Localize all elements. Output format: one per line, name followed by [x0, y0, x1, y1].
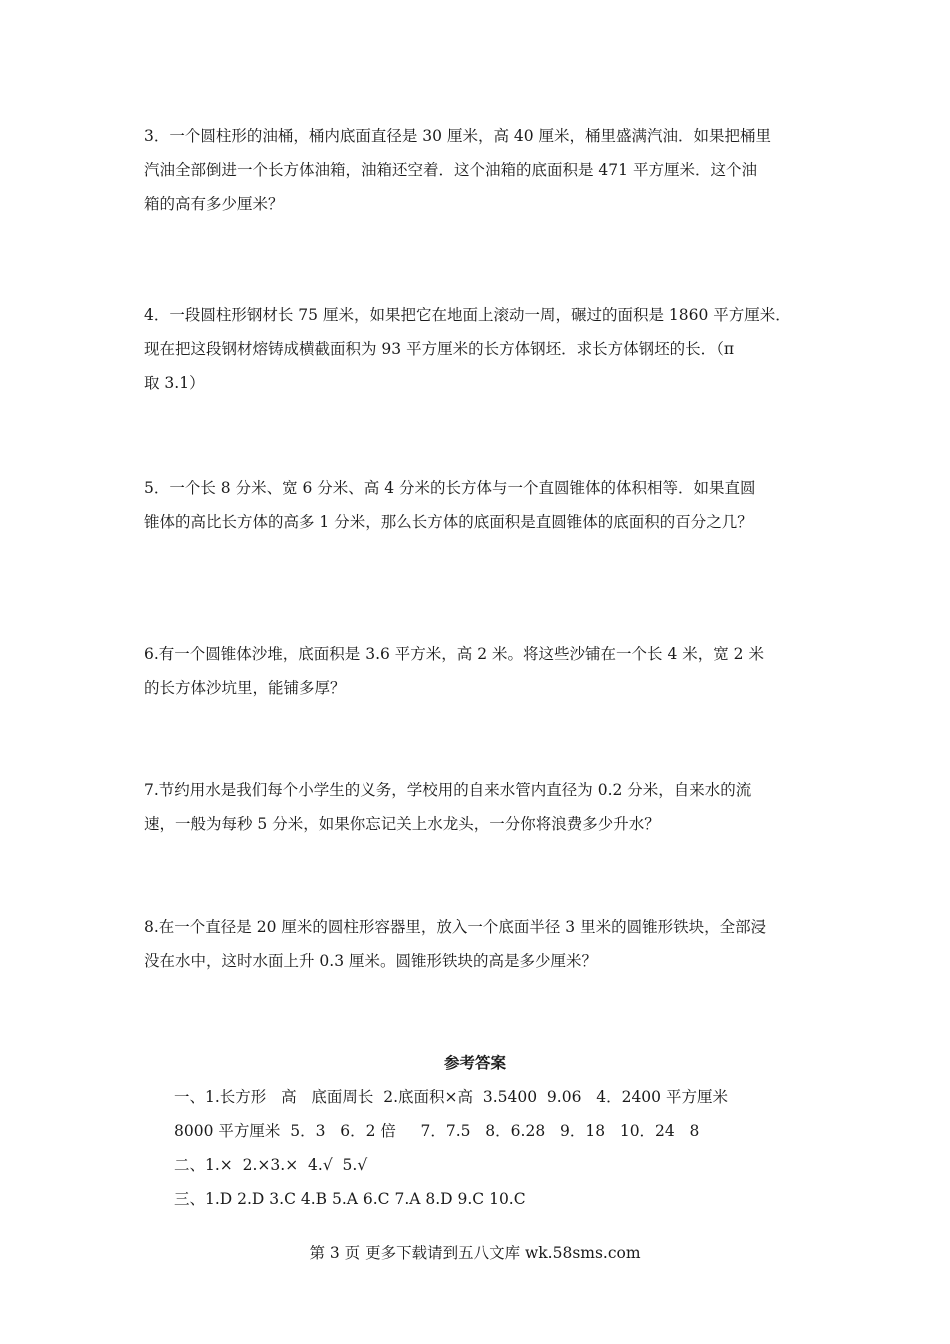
question-8 — [144, 910, 824, 978]
page-footer: 第 3 页 更多下载请到五八文库 wk.58sms.com — [309, 1244, 641, 1262]
question-5 — [144, 471, 824, 539]
answer-line: 二、1.× 2.×3.× 4.√ 5.√ — [174, 1156, 368, 1174]
question-line: 6.有一个圆锥体沙堆，底面积是 3.6 平方米，高 2 米。将这些沙铺在一个长 4 米，宽 2 米 — [144, 645, 764, 663]
question-line: 的长方体沙坑里，能铺多厚？ — [144, 679, 346, 697]
question-line: 取 3.1） — [144, 374, 205, 392]
question-6 — [144, 637, 824, 705]
answer-line: 一、1.长方形 高 底面周长 2.底面积×高 3.5400 9.06 4．2400 平方厘米 — [174, 1088, 728, 1106]
question-line: 汽油全部倒进一个长方体油箱，油箱还空着．这个油箱的底面积是 471 平方厘米．这个油 — [144, 161, 757, 179]
question-line: 5．一个长 8 分米、宽 6 分米、高 4 分米的长方体与一个直圆锥体的体积相等．如果直圆 — [144, 479, 756, 497]
question-line: 没在水中，这时水面上升 0.3 厘米。圆锥形铁块的高是多少厘米？ — [144, 952, 598, 970]
question-line: 4．一段圆柱形钢材长 75 厘米，如果把它在地面上滚动一周，碾过的面积是 1860 平方厘米． — [144, 306, 791, 324]
question-4 — [144, 298, 824, 400]
question-line: 现在把这段钢材熔铸成横截面积为 93 平方厘米的长方体钢坯．求长方体钢坯的长．（π — [144, 340, 735, 358]
question-7 — [144, 773, 824, 841]
question-line: 锥体的高比长方体的高多 1 分米，那么长方体的底面积是直圆锥体的底面积的百分之几？ — [144, 513, 753, 531]
question-3 — [144, 119, 824, 221]
answer-line: 三、1.D 2.D 3.C 4.B 5.A 6.C 7.A 8.D 9.C 10.C — [174, 1190, 526, 1208]
answers-title: 参考答案 — [443, 1053, 506, 1072]
question-line: 3．一个圆柱形的油桶，桶内底面直径是 30 厘米，高 40 厘米，桶里盛满汽油．如果把桶里 — [144, 127, 772, 145]
question-line: 7.节约用水是我们每个小学生的义务，学校用的自来水管内直径为 0.2 分米，自来水的流 — [144, 781, 752, 799]
question-line: 8.在一个直径是 20 厘米的圆柱形容器里，放入一个底面半径 3 里米的圆锥形铁块，全部浸 — [144, 918, 767, 936]
question-line: 箱的高有多少厘米？ — [144, 195, 284, 213]
question-line: 速，一般为每秒 5 分米，如果你忘记关上水龙头，一分你将浪费多少升水？ — [144, 815, 660, 833]
answer-line: 8000 平方厘米 5．3 6．2 倍 7．7.5 8．6.28 9．18 10．24 8 — [174, 1122, 700, 1140]
